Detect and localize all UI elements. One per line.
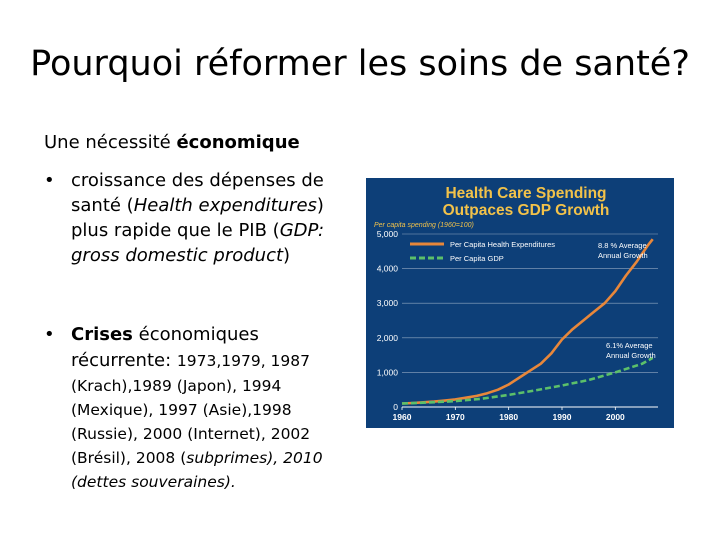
- b2-text-3: (Krach),1989 (Japon), 1994 (Mexique), 1997 (Asie),1998 (Russie), 2000 (Internet), 2002 (Brésil), 2008 (: [71, 377, 311, 467]
- bullet-crises: [44, 322, 354, 494]
- b1-text-2: Health expenditures: [133, 195, 317, 216]
- intro-plain: Une nécessité: [44, 132, 177, 153]
- x-tick-label: 1960: [392, 412, 412, 422]
- x-tick-label: 2000: [605, 412, 625, 422]
- b1-text-5: ): [283, 245, 291, 266]
- annotation-gdp-line-2: Annual Growth: [606, 351, 656, 360]
- y-tick-label: 4,000: [376, 263, 398, 274]
- bullet-text: [71, 168, 354, 268]
- y-tick-label: 0: [393, 402, 398, 412]
- x-tick-label: 1970: [445, 412, 465, 422]
- b2-bold: Crises: [71, 324, 133, 345]
- b2-text-1: économiques récurrente:: [71, 324, 259, 371]
- intro-bold: économique: [176, 132, 300, 153]
- bullet-dot: •: [44, 324, 55, 345]
- health-spending-chart: [366, 178, 674, 428]
- annotation-gdp-line-1: 6.1% Average: [606, 341, 653, 350]
- bullet-text: [71, 322, 354, 494]
- legend-label-gdp: Per Capita GDP: [450, 254, 504, 263]
- bullet-health-spending: [44, 168, 354, 268]
- annotation-health-line-2: Annual Growth: [598, 251, 648, 260]
- b2-text-2: 1973,1979, 1987: [176, 352, 310, 370]
- b2-text-4: subprimes), 2010 (dettes souveraines).: [71, 449, 323, 491]
- chart-title-line-2: Outpaces GDP Growth: [442, 202, 610, 219]
- y-tick-label: 5,000: [376, 229, 398, 239]
- b2-crisis-list: [71, 374, 354, 494]
- slide-title: Pourquoi réformer les soins de santé?: [30, 44, 690, 84]
- b1-text-3: ) plus rapide que le PIB (: [71, 195, 324, 241]
- legend-label-health: Per Capita Health Expenditures: [450, 240, 556, 249]
- x-tick-label: 1990: [552, 412, 572, 422]
- b1-text-1: croissance des dépenses de santé (: [71, 170, 324, 216]
- chart-title-line-1: Health Care Spending: [445, 185, 607, 202]
- y-tick-label: 3,000: [376, 298, 398, 309]
- y-axis-label: Per capita spending (1960=100): [374, 222, 474, 229]
- x-tick-label: 1980: [499, 412, 519, 422]
- annotation-health-line-1: 8.8 % Average: [598, 241, 647, 250]
- b1-text-4: GDP: gross domestic product: [71, 220, 325, 266]
- bullet-dot: •: [44, 170, 55, 191]
- y-tick-label: 2,000: [376, 332, 398, 343]
- y-tick-label: 1,000: [376, 367, 398, 378]
- intro-line: [44, 132, 300, 153]
